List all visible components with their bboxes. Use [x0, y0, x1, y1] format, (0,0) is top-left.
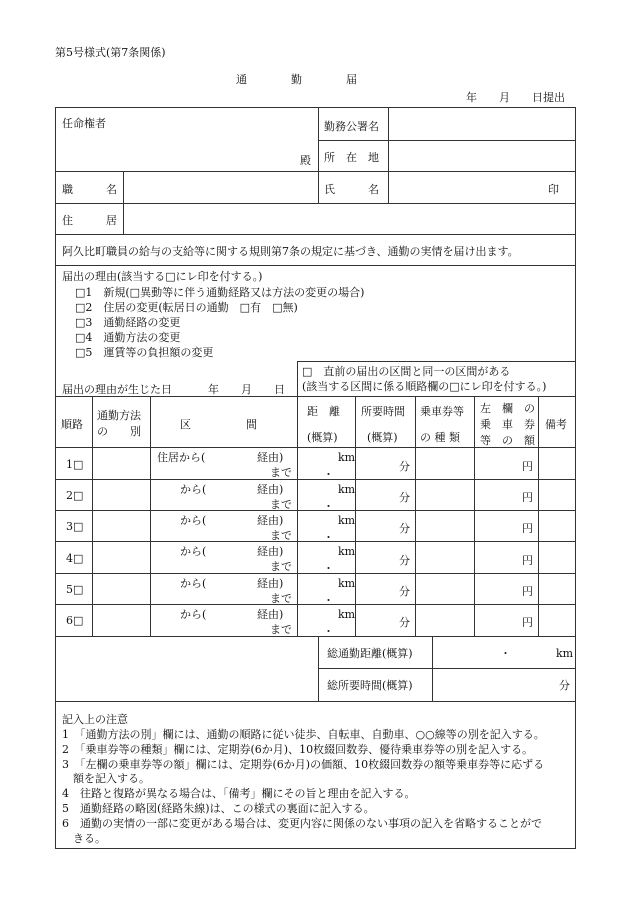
divider — [55, 701, 576, 702]
row-via: 経由) — [257, 451, 284, 464]
position-label: 職 名 — [62, 183, 117, 196]
divider — [55, 573, 576, 574]
row-via: 経由) — [257, 608, 284, 621]
col-order-header: 順路 — [61, 418, 83, 431]
divider — [55, 636, 576, 637]
statement: 阿久比町職員の給与の支給等に関する規則第7条の規定に基づき、通勤の実情を届け出ます。 — [62, 245, 519, 258]
divider — [355, 396, 356, 636]
row-yen: 円 — [522, 585, 533, 598]
col-ticket-header: 乗車券等 — [420, 405, 464, 418]
divider — [538, 396, 539, 636]
reason-item: □3 通勤経路の変更 — [75, 316, 181, 329]
row-yen: 円 — [522, 554, 533, 567]
row-via: 経由) — [257, 545, 284, 558]
total-time-unit: 分 — [559, 679, 570, 692]
row-order: 4□ — [66, 552, 84, 565]
divider — [55, 234, 576, 235]
col-time-header: (概算) — [367, 431, 398, 444]
row-yen: 円 — [522, 616, 533, 629]
row-yen: 円 — [522, 522, 533, 535]
note-item: 6 通勤の実情の一部に変更がある場合は、変更内容に関係のない事項の記入を省略することがで — [62, 817, 542, 830]
row-dot: ・ — [323, 500, 334, 513]
divider — [92, 396, 93, 636]
note-item: 2 「乗車券等の種類」欄には、定期券(6か月)、10枚綴回数券、優待乗車券等の別を記入する。 — [62, 743, 534, 756]
row-via: 経由) — [257, 483, 284, 496]
row-via: 経由) — [257, 577, 284, 590]
row-order: 2□ — [66, 489, 84, 502]
row-from: 住居から( — [157, 451, 206, 464]
divider — [55, 479, 576, 480]
divider — [297, 361, 298, 396]
row-dot: ・ — [323, 468, 334, 481]
row-min: 分 — [399, 616, 410, 629]
note-item: 3 「左欄の乗車券等の額」欄には、定期券(6か月)の価額、10枚綴回数券の額等乗車券等に応ずる — [62, 758, 545, 771]
residence-label: 住 居 — [62, 214, 117, 227]
note-item: 4 往路と復路が異なる場合は、「備考」欄にその旨と理由を記入する。 — [62, 787, 416, 800]
row-km: km — [338, 514, 356, 527]
divider — [474, 396, 475, 636]
honorific: 殿 — [300, 154, 311, 167]
col-ticket-header: の 種 類 — [420, 431, 460, 444]
row-dot: ・ — [323, 625, 334, 638]
row-km: km — [338, 577, 356, 590]
total-distance-dot: ・ — [500, 647, 511, 660]
row-order: 6□ — [66, 614, 84, 627]
divider — [318, 668, 576, 669]
page-title: 通 勤 届 — [236, 73, 357, 86]
col-method-header: の 別 — [97, 425, 141, 438]
row-km: km — [338, 483, 356, 496]
reason-date-fields: 年 月 日 — [208, 383, 285, 396]
note-item: 額を記入する。 — [62, 772, 150, 785]
row-dot: ・ — [323, 531, 334, 544]
divider — [55, 510, 576, 511]
divider — [55, 541, 576, 542]
row-to: まで — [270, 623, 292, 636]
col-section-header: 区 間 — [180, 418, 257, 431]
divider — [415, 396, 416, 636]
divider — [318, 107, 319, 203]
submit-date: 年 月 日提出 — [466, 91, 565, 104]
row-km: km — [338, 451, 356, 464]
reason-item: □4 通勤方法の変更 — [75, 331, 181, 344]
row-min: 分 — [399, 491, 410, 504]
name-label: 氏 名 — [324, 183, 379, 196]
same-route-checkbox: □ 直前の届出の区間と同一の区間がある — [302, 365, 511, 378]
row-to: まで — [270, 592, 292, 605]
reason-date-label: 届出の理由が生じた日 — [62, 383, 172, 396]
divider — [432, 636, 433, 701]
col-fare-header: 等 の 額 — [480, 434, 535, 447]
col-fare-header: 左 欄 の — [480, 402, 535, 415]
seal-mark: 印 — [548, 183, 559, 196]
row-to: まで — [270, 560, 292, 573]
row-from: から( — [180, 577, 207, 590]
row-dot: ・ — [323, 562, 334, 575]
row-min: 分 — [399, 522, 410, 535]
row-from: から( — [180, 545, 207, 558]
divider — [55, 203, 576, 204]
row-min: 分 — [399, 460, 410, 473]
row-from: から( — [180, 483, 207, 496]
divider — [297, 396, 298, 636]
location-label: 所 在 地 — [324, 151, 379, 164]
row-km: km — [338, 608, 356, 621]
divider — [318, 140, 576, 141]
col-fare-header: 乗 車 券 — [480, 418, 535, 431]
row-order: 5□ — [66, 583, 84, 596]
note-item: 5 通勤経路の略図(経路朱線)は、この様式の裏面に記入する。 — [62, 802, 375, 815]
row-via: 経由) — [257, 514, 284, 527]
reason-item: □2 住居の変更(転居日の通勤 □有 □無) — [75, 301, 298, 314]
reason-heading: 届出の理由(該当する□にレ印を付する。) — [62, 270, 263, 283]
divider — [318, 636, 319, 701]
col-remarks-header: 備考 — [545, 418, 567, 431]
row-order: 1□ — [66, 458, 84, 471]
row-km: km — [338, 545, 356, 558]
row-to: まで — [270, 466, 292, 479]
note-item: きる。 — [62, 832, 106, 845]
total-distance-label: 総通勤距離(概算) — [327, 647, 413, 660]
divider — [55, 604, 576, 605]
row-dot: ・ — [323, 594, 334, 607]
notes-heading: 記入上の注意 — [62, 713, 128, 726]
row-order: 3□ — [66, 520, 84, 533]
reason-item: □1 新規(□異動等に伴う通勤経路又は方法の変更の場合) — [75, 286, 365, 299]
divider — [150, 396, 151, 636]
row-to: まで — [270, 529, 292, 542]
same-route-note: (該当する区間に係る順路欄の□にレ印を付する。) — [302, 380, 547, 393]
col-method-header: 通勤方法 — [97, 409, 141, 422]
divider — [55, 396, 576, 397]
row-to: まで — [270, 498, 292, 511]
total-distance-unit: km — [556, 647, 574, 660]
row-yen: 円 — [522, 491, 533, 504]
note-item: 1 「通勤方法の別」欄には、通勤の順路に従い徒歩、自転車、自動車、○○線等の別を記入する。 — [62, 728, 545, 741]
appointer-label: 任命権者 — [62, 117, 106, 130]
divider — [55, 265, 576, 266]
row-from: から( — [180, 608, 207, 621]
total-time-label: 総所要時間(概算) — [327, 679, 413, 692]
divider — [297, 361, 576, 362]
col-distance-header: (概算) — [307, 431, 338, 444]
row-yen: 円 — [522, 460, 533, 473]
row-min: 分 — [399, 585, 410, 598]
divider — [55, 171, 576, 172]
col-distance-header: 距 離 — [307, 405, 340, 418]
row-min: 分 — [399, 554, 410, 567]
row-from: から( — [180, 514, 207, 527]
reason-item: □5 運賃等の負担額の変更 — [75, 346, 214, 359]
col-time-header: 所要時間 — [361, 405, 405, 418]
divider — [123, 171, 124, 234]
office-label: 勤務公署名 — [324, 120, 379, 133]
form-label: 第5号様式(第7条関係) — [55, 46, 166, 59]
divider — [388, 107, 389, 203]
